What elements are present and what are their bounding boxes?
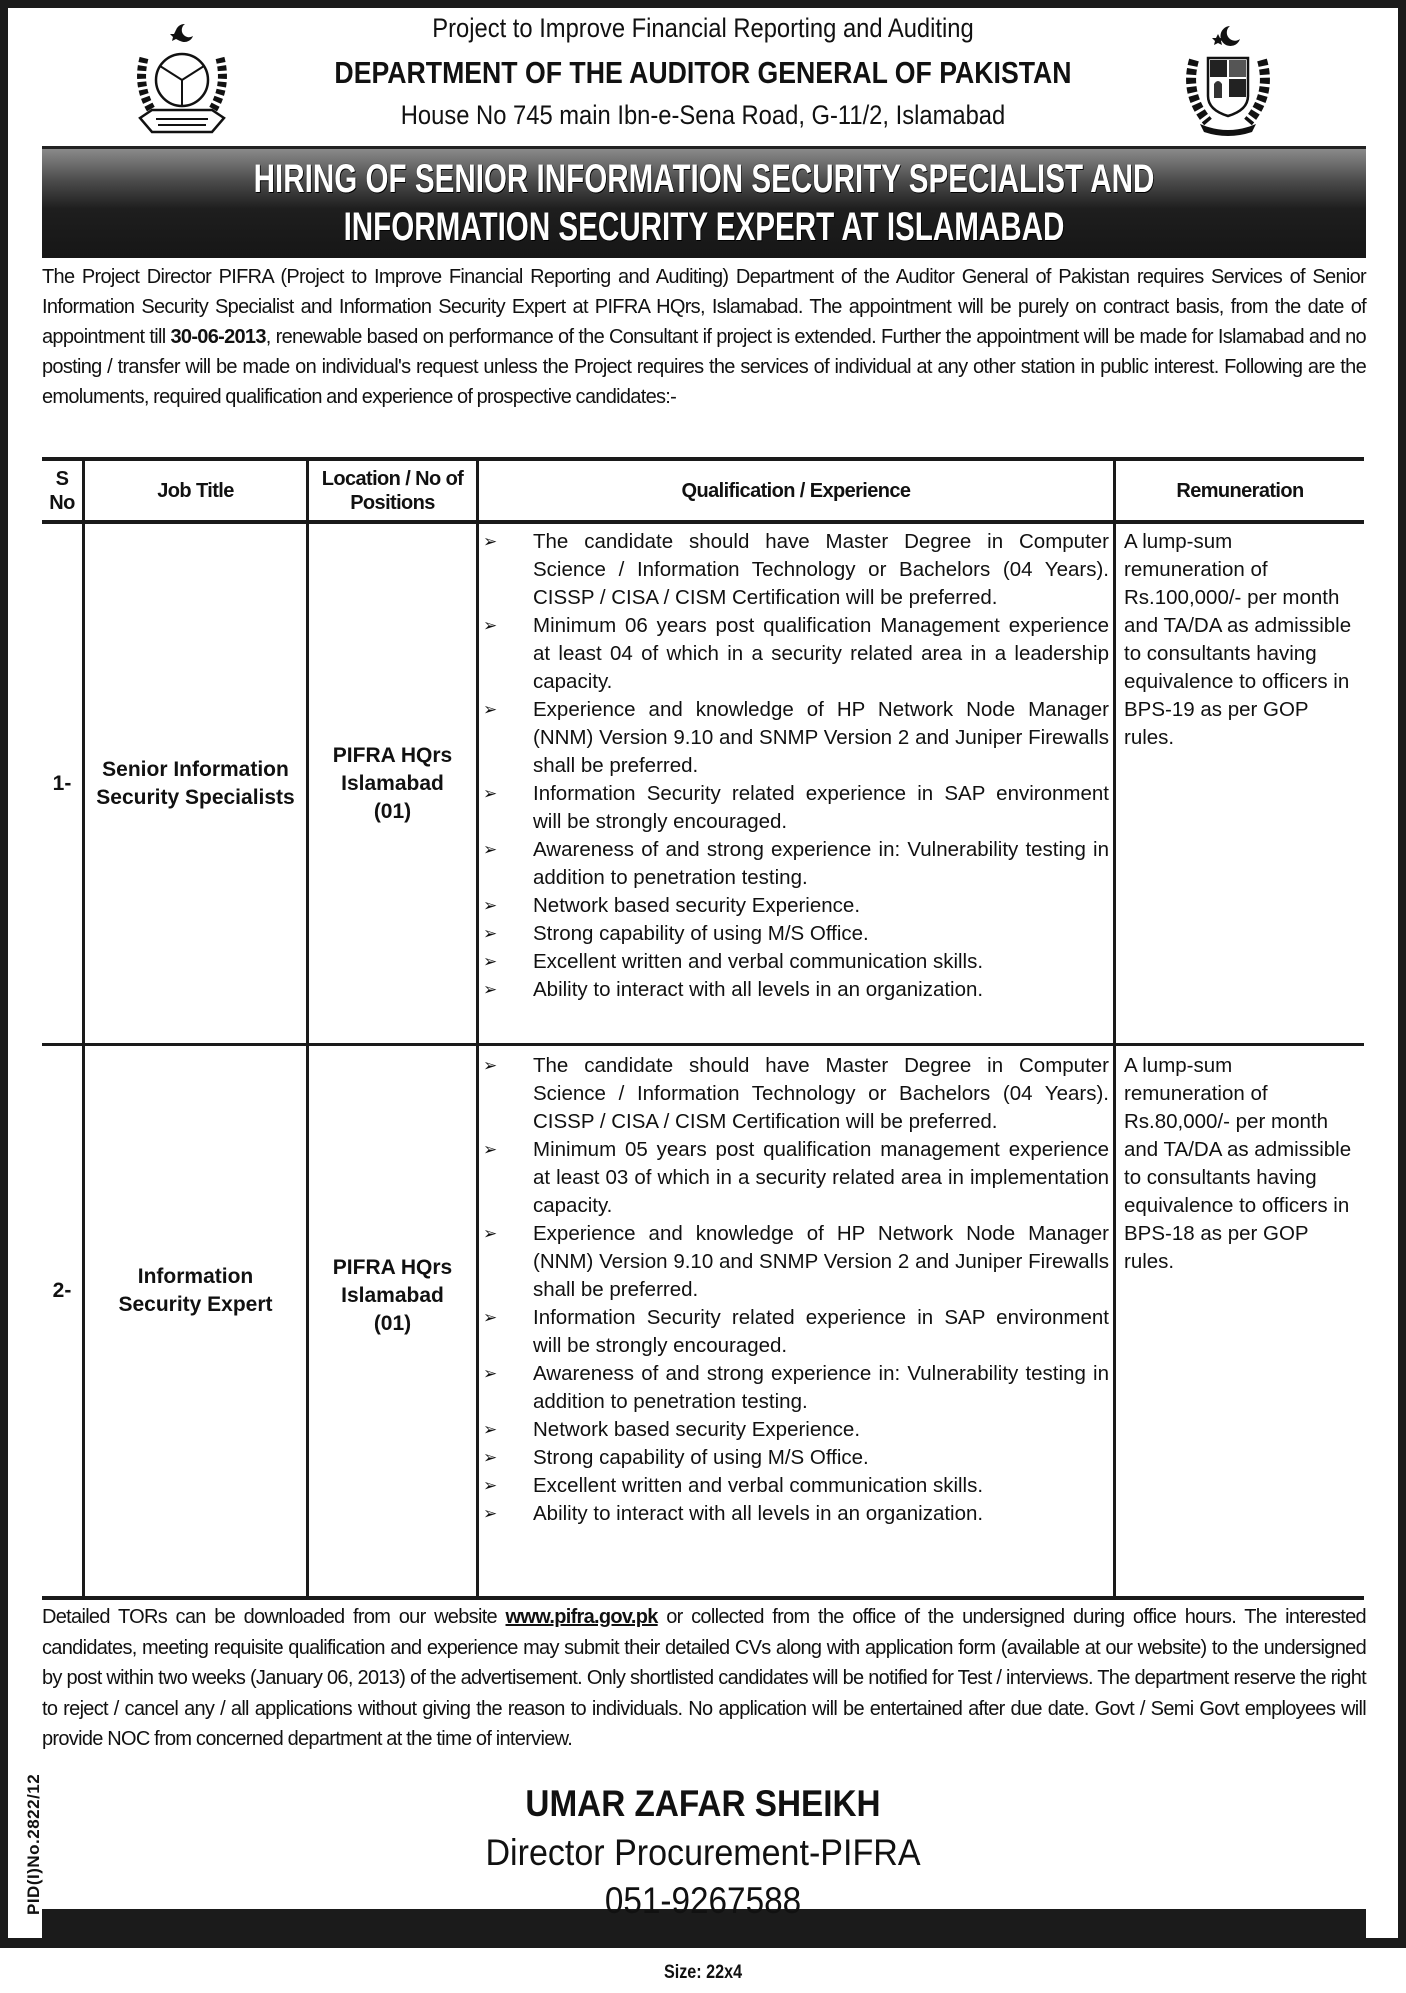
qualification-item: ➢ Information Security related experience in SAP environment will be strongly encouraged. xyxy=(483,782,1109,833)
arrow-bullet-icon: ➢ xyxy=(483,1504,498,1523)
qualification-item: ➢ Minimum 06 years post qualification Management experience at least 04 of which in a security related area in a leadership capacity. xyxy=(483,614,1109,693)
table-bottom-rule xyxy=(42,1596,1364,1600)
arrow-bullet-icon: ➢ xyxy=(483,952,498,971)
qualification-item: ➢ Network based security Experience. xyxy=(479,892,1109,920)
row-1-qualifications xyxy=(479,528,1109,1004)
row-1-location: PIFRA HQrs Islamabad (01) xyxy=(332,743,453,823)
row-2-sno: 2- xyxy=(52,1279,72,1302)
intro-text-2: , renewable based on performance of the Consultant if project is extended. Further the appointment will be made for Islamabad and no posting / transfer will be made on individual's request unless the Project requires the services of individual at any other station in public interest. Following are the emoluments, required qualification and experience of prospective candidates:- xyxy=(42,326,1366,408)
header-qualification: Qualification / Experience xyxy=(681,479,911,502)
arrow-bullet-icon: ➢ xyxy=(483,784,498,803)
qualification-item: ➢ Ability to interact with all levels in an organization. xyxy=(479,976,1109,1004)
arrow-bullet-icon: ➢ xyxy=(483,700,498,719)
header-remuneration: Remuneration xyxy=(1176,479,1304,502)
qualification-item: ➢ The candidate should have Master Degree in Computer Science / Information Technology or Bachelors (04 Years). CISSP / CISA / CISM Certification will be preferred. xyxy=(483,530,1109,609)
qualification-item: ➢ Strong capability of using M/S Office. xyxy=(479,920,1109,948)
header-job-title: Job Title xyxy=(157,479,234,502)
qualification-item: ➢ Experience and knowledge of HP Network Node Manager (NNM) Version 9.10 and SNMP Version 2 and Juniper Firewalls shall be preferred. xyxy=(483,698,1109,777)
qualification-item: ➢ Ability to interact with all levels in an organization. xyxy=(479,1500,1109,1528)
arrow-bullet-icon: ➢ xyxy=(483,616,498,635)
arrow-bullet-icon: ➢ xyxy=(483,1224,498,1243)
arrow-bullet-icon: ➢ xyxy=(483,896,498,915)
pid-number: PID(I)No.2822/12 xyxy=(24,1773,43,1915)
signatory-name: UMAR ZAFAR SHEIKH xyxy=(525,1783,881,1824)
arrow-bullet-icon: ➢ xyxy=(483,1056,498,1075)
arrow-bullet-icon: ➢ xyxy=(483,1364,498,1383)
qualification-item: ➢ Excellent written and verbal communication skills. xyxy=(479,948,1109,976)
headline-line-1: HIRING OF SENIOR INFORMATION SECURITY SPECIALIST AND xyxy=(253,157,1155,201)
arrow-bullet-icon: ➢ xyxy=(483,980,498,999)
qualification-item: ➢ Minimum 05 years post qualification management experience at least 03 of which in a security related area in implementation capacity. xyxy=(483,1138,1109,1217)
qualification-item: ➢ Awareness of and strong experience in: Vulnerability testing in addition to penetration testing. xyxy=(483,838,1109,889)
row-1-sno: 1- xyxy=(52,771,72,795)
website-link[interactable]: www.pifra.gov.pk xyxy=(505,1606,658,1628)
arrow-bullet-icon: ➢ xyxy=(483,1140,498,1159)
contract-end-date: 30-06-2013 xyxy=(170,326,266,348)
qualification-item: ➢ The candidate should have Master Degree in Computer Science / Information Technology or Bachelors (04 Years). CISSP / CISA / CISM Certification will be preferred. xyxy=(483,1054,1109,1133)
headline-line-2: INFORMATION SECURITY EXPERT AT ISLAMABAD xyxy=(343,205,1065,249)
arrow-bullet-icon: ➢ xyxy=(483,1420,498,1439)
intro-paragraph xyxy=(42,262,1366,412)
arrow-bullet-icon: ➢ xyxy=(483,1476,498,1495)
ad-size-label: Size: 22x4 xyxy=(663,1962,743,1983)
qualification-item: ➢ Experience and knowledge of HP Network Node Manager (NNM) Version 9.10 and SNMP Version 2 and Juniper Firewalls shall be preferred. xyxy=(483,1222,1109,1301)
qualification-item: ➢ Strong capability of using M/S Office. xyxy=(479,1444,1109,1472)
row-2-location: PIFRA HQrs Islamabad (01) xyxy=(332,1256,453,1335)
row-1-job-title: Senior Information Security Specialists xyxy=(96,757,295,809)
col-divider-4 xyxy=(1113,457,1116,1598)
row-1-remuneration: A lump-sum remuneration of Rs.100,000/- per month and TA/DA as admissible to consultants having equivalence to officers in BPS-19 as per GOP rules. xyxy=(1124,530,1352,749)
department-address: House No 745 main Ibn-e-Sena Road, G-11/2, Islamabad xyxy=(400,100,1006,130)
arrow-bullet-icon: ➢ xyxy=(483,532,498,551)
header-location: Location / No of Positions xyxy=(321,467,464,514)
footer-text-1: Detailed TORs can be downloaded from our website xyxy=(42,1606,506,1628)
arrow-bullet-icon: ➢ xyxy=(483,840,498,859)
arrow-bullet-icon: ➢ xyxy=(483,1448,498,1467)
arrow-bullet-icon: ➢ xyxy=(483,1308,498,1327)
qualification-item: ➢ Information Security related experience in SAP environment will be strongly encouraged. xyxy=(483,1306,1109,1357)
arrow-bullet-icon: ➢ xyxy=(483,924,498,943)
intro-text-1: The Project Director PIFRA (Project to Improve Financial Reporting and Auditing) Department of the Auditor General of Pakistan requires Services of Senior Information Security Specialist and Information Security Expert at PIFRA HQrs, Islamabad. The appointment will be purely on contract basis, from the date of appointment till xyxy=(42,266,1366,348)
qualification-item: ➢ Excellent written and verbal communication skills. xyxy=(479,1472,1109,1500)
row-2-job-title: Information Security Expert xyxy=(118,1265,273,1316)
row-2-qualifications xyxy=(479,1052,1109,1528)
qualification-item: ➢ Awareness of and strong experience in: Vulnerability testing in addition to penetration testing. xyxy=(483,1362,1109,1413)
footer-text-2: or collected from the office of the undersigned during office hours. The interested candidates, meeting requisite qualification and experience may submit their detailed CVs along with application form (available at our website) to the undersigned by post within two weeks (January 06, 2013) of the advertisement. Only shortlisted candidates will be notified for Test / interviews. The department reserve the right to reject / cancel any / all applications without giving the reason to individuals. No application will be entertained after due date. Govt / Semi Govt employees will provide NOC from concerned department at the time of interview. xyxy=(42,1606,1366,1750)
project-name: Project to Improve Financial Reporting and Auditing xyxy=(432,13,974,43)
department-name: DEPARTMENT OF THE AUDITOR GENERAL OF PAKISTAN xyxy=(334,55,1072,90)
application-instructions xyxy=(42,1602,1366,1755)
row-2-remuneration: A lump-sum remuneration of Rs.80,000/- per month and TA/DA as admissible to consultants having equivalence to officers in BPS-18 as per GOP rules. xyxy=(1124,1054,1352,1273)
header-sno: S No xyxy=(49,467,75,514)
contact-phone: 051-9267588 xyxy=(604,1880,802,1921)
qualification-item: ➢ Network based security Experience. xyxy=(479,1416,1109,1444)
signatory-title: Director Procurement-PIFRA xyxy=(485,1832,921,1873)
headline-banner xyxy=(42,146,1366,258)
